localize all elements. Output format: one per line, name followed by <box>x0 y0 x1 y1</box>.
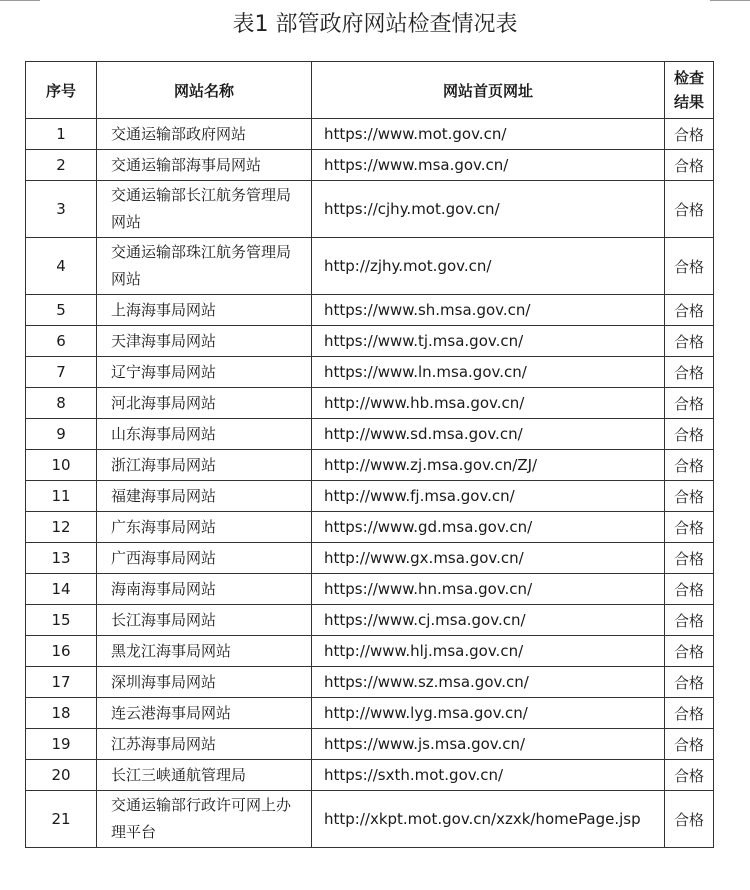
cell-result: 合格 <box>665 543 714 574</box>
table-header-row <box>26 62 714 119</box>
cell-site-url: https://www.cj.msa.gov.cn/ <box>312 605 665 636</box>
cell-index: 1 <box>26 119 97 150</box>
cell-result: 合格 <box>665 636 714 667</box>
cell-site-name: 交通运输部珠江航务管理局网站 <box>97 238 312 295</box>
cell-site-url: https://www.sh.msa.gov.cn/ <box>312 295 665 326</box>
cell-result: 合格 <box>665 419 714 450</box>
cell-site-name: 深圳海事局网站 <box>97 667 312 698</box>
cell-result: 合格 <box>665 150 714 181</box>
cell-index: 4 <box>26 238 97 295</box>
cell-site-url: http://www.gx.msa.gov.cn/ <box>312 543 665 574</box>
cell-result: 合格 <box>665 667 714 698</box>
cell-site-url: http://www.zj.msa.gov.cn/ZJ/ <box>312 450 665 481</box>
cell-index: 15 <box>26 605 97 636</box>
cell-index: 19 <box>26 729 97 760</box>
cell-site-name: 河北海事局网站 <box>97 388 312 419</box>
cell-site-name: 广西海事局网站 <box>97 543 312 574</box>
cell-result: 合格 <box>665 119 714 150</box>
header-index: 序号 <box>26 62 97 119</box>
header-result-line2: 结果 <box>673 93 704 111</box>
table-row <box>26 574 714 605</box>
cell-site-url: http://www.fj.msa.gov.cn/ <box>312 481 665 512</box>
cell-site-name: 上海海事局网站 <box>97 295 312 326</box>
table-row <box>26 512 714 543</box>
cell-result: 合格 <box>665 481 714 512</box>
cell-index: 13 <box>26 543 97 574</box>
cell-index: 12 <box>26 512 97 543</box>
cell-index: 14 <box>26 574 97 605</box>
cell-result: 合格 <box>665 729 714 760</box>
cell-site-name: 广东海事局网站 <box>97 512 312 543</box>
inspection-table <box>25 61 714 848</box>
cell-site-name: 长江三峡通航管理局 <box>97 760 312 791</box>
cell-result: 合格 <box>665 295 714 326</box>
table-row <box>26 698 714 729</box>
cell-site-name: 交通运输部海事局网站 <box>97 150 312 181</box>
table-row <box>26 150 714 181</box>
cell-site-url: http://xkpt.mot.gov.cn/xzxk/homePage.jsp <box>312 791 665 848</box>
cell-index: 7 <box>26 357 97 388</box>
table-row <box>26 357 714 388</box>
cell-site-url: https://www.msa.gov.cn/ <box>312 150 665 181</box>
cell-site-name: 交通运输部政府网站 <box>97 119 312 150</box>
cell-site-name: 连云港海事局网站 <box>97 698 312 729</box>
cell-index: 16 <box>26 636 97 667</box>
table-row <box>26 543 714 574</box>
cell-result: 合格 <box>665 698 714 729</box>
cell-index: 20 <box>26 760 97 791</box>
corner-mark-right <box>710 0 750 1</box>
cell-site-url: https://www.js.msa.gov.cn/ <box>312 729 665 760</box>
cell-site-name: 浙江海事局网站 <box>97 450 312 481</box>
cell-index: 9 <box>26 419 97 450</box>
table-row <box>26 388 714 419</box>
cell-site-url: http://www.hlj.msa.gov.cn/ <box>312 636 665 667</box>
table-row <box>26 419 714 450</box>
cell-index: 21 <box>26 791 97 848</box>
header-name: 网站名称 <box>97 62 312 119</box>
cell-index: 10 <box>26 450 97 481</box>
table-row <box>26 729 714 760</box>
table-row <box>26 791 714 848</box>
cell-result: 合格 <box>665 450 714 481</box>
cell-result: 合格 <box>665 181 714 238</box>
cell-index: 5 <box>26 295 97 326</box>
cell-result: 合格 <box>665 512 714 543</box>
cell-site-name: 辽宁海事局网站 <box>97 357 312 388</box>
table-row <box>26 760 714 791</box>
cell-site-name: 交通运输部行政许可网上办理平台 <box>97 791 312 848</box>
table-row <box>26 450 714 481</box>
cell-index: 6 <box>26 326 97 357</box>
header-url: 网站首页网址 <box>312 62 665 119</box>
cell-result: 合格 <box>665 388 714 419</box>
cell-site-name: 山东海事局网站 <box>97 419 312 450</box>
table-row <box>26 326 714 357</box>
cell-index: 2 <box>26 150 97 181</box>
cell-site-url: https://www.ln.msa.gov.cn/ <box>312 357 665 388</box>
table-row <box>26 605 714 636</box>
cell-result: 合格 <box>665 238 714 295</box>
cell-site-name: 江苏海事局网站 <box>97 729 312 760</box>
cell-site-name: 长江海事局网站 <box>97 605 312 636</box>
table-row <box>26 667 714 698</box>
page-title: 表1 部管政府网站检查情况表 <box>232 12 518 37</box>
cell-site-name: 天津海事局网站 <box>97 326 312 357</box>
cell-result: 合格 <box>665 760 714 791</box>
table-row <box>26 636 714 667</box>
table-row <box>26 295 714 326</box>
cell-site-name: 海南海事局网站 <box>97 574 312 605</box>
table-row <box>26 181 714 238</box>
cell-site-url: https://cjhy.mot.gov.cn/ <box>312 181 665 238</box>
cell-index: 3 <box>26 181 97 238</box>
cell-result: 合格 <box>665 574 714 605</box>
cell-site-url: https://sxth.mot.gov.cn/ <box>312 760 665 791</box>
table-row <box>26 119 714 150</box>
cell-site-url: http://www.lyg.msa.gov.cn/ <box>312 698 665 729</box>
cell-site-url: https://www.hn.msa.gov.cn/ <box>312 574 665 605</box>
cell-result: 合格 <box>665 605 714 636</box>
cell-result: 合格 <box>665 791 714 848</box>
cell-index: 17 <box>26 667 97 698</box>
cell-site-name: 福建海事局网站 <box>97 481 312 512</box>
cell-site-url: https://www.mot.gov.cn/ <box>312 119 665 150</box>
cell-index: 18 <box>26 698 97 729</box>
table-row <box>26 238 714 295</box>
cell-site-name: 交通运输部长江航务管理局网站 <box>97 181 312 238</box>
cell-site-url: http://www.hb.msa.gov.cn/ <box>312 388 665 419</box>
cell-site-url: https://www.tj.msa.gov.cn/ <box>312 326 665 357</box>
header-result <box>665 62 714 119</box>
cell-site-url: http://www.sd.msa.gov.cn/ <box>312 419 665 450</box>
cell-result: 合格 <box>665 326 714 357</box>
corner-mark-left <box>0 0 40 1</box>
cell-index: 8 <box>26 388 97 419</box>
cell-result: 合格 <box>665 357 714 388</box>
cell-site-url: https://www.sz.msa.gov.cn/ <box>312 667 665 698</box>
table-row <box>26 481 714 512</box>
cell-index: 11 <box>26 481 97 512</box>
cell-site-name: 黑龙江海事局网站 <box>97 636 312 667</box>
header-result-line1: 检查 <box>673 69 704 87</box>
cell-site-url: http://zjhy.mot.gov.cn/ <box>312 238 665 295</box>
cell-site-url: https://www.gd.msa.gov.cn/ <box>312 512 665 543</box>
